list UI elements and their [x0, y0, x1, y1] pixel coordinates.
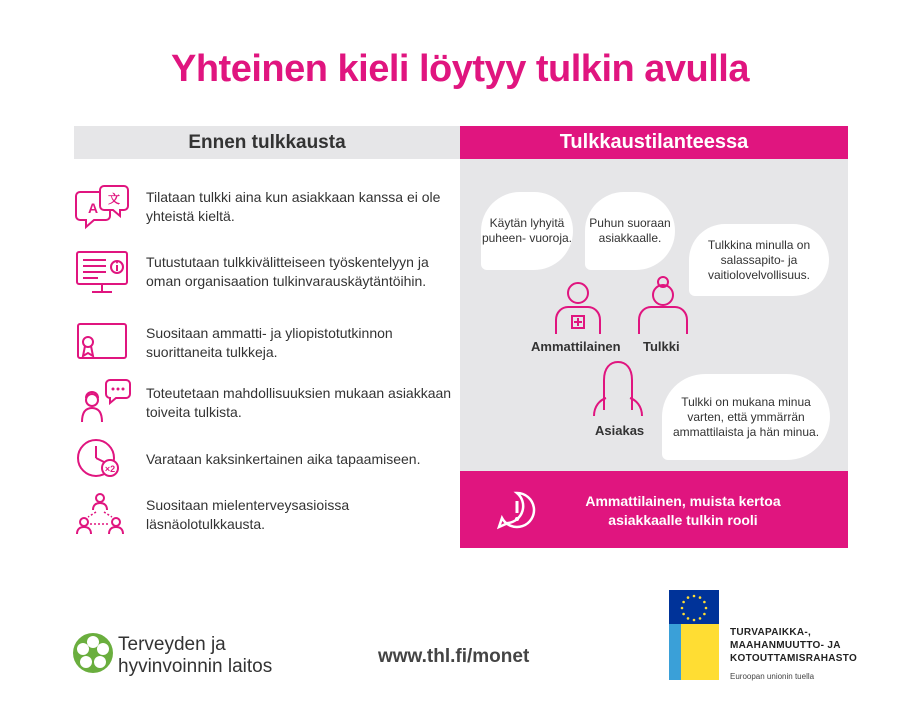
fund-name-line1: TURVAPAIKKA-,	[730, 627, 812, 638]
exclamation-bubble-icon	[497, 490, 537, 530]
professional-person-icon	[550, 280, 610, 336]
left-section-heading: Ennen tulkkausta	[74, 126, 460, 159]
list-item-text: Suositaan mielenterveysasioissa läsnäolotulkkausta.	[146, 497, 350, 532]
list-item	[74, 318, 460, 368]
interpreter-person-icon	[635, 276, 691, 336]
monitor-info-icon	[74, 247, 134, 297]
org-name-line1: Terveyden ja	[118, 634, 226, 655]
list-item-text: Suositaan ammatti- ja yliopistotutkinnon suorittaneita tulkkeja.	[146, 325, 393, 360]
interpreter-label: Tulkki	[643, 339, 680, 354]
client-person-icon	[590, 360, 646, 418]
speech-bubble-short-turns: Käytän lyhyitä puheen- vuoroja.	[481, 192, 573, 270]
clock-x2-icon	[74, 434, 134, 484]
svg-text:文: 文	[107, 192, 121, 206]
certificate-icon	[74, 318, 134, 368]
speech-bubble-confidentiality: Tulkkina minulla on salassapito- ja vaitiolovelvollisuus.	[689, 224, 829, 296]
org-name-line2: hyvinvoinnin laitos	[118, 656, 273, 677]
reminder-text: Ammattilainen, muista kertoa asiakkaalle tulkin rooli	[585, 493, 781, 528]
list-item	[74, 434, 460, 484]
list-item-text: Toteutetaan mahdollisuuksien mukaan asiakkaan toiveita tulkista.	[146, 385, 452, 420]
page-title: Yhteinen kieli löytyy tulkin avulla	[170, 48, 749, 90]
list-item	[74, 182, 460, 232]
fund-name-line3: KOTOUTTAMISRAHASTO	[730, 653, 858, 664]
svg-text:A: A	[87, 200, 99, 216]
right-section-heading: Tulkkaustilanteessa	[460, 126, 848, 159]
svg-text:×2: ×2	[104, 464, 116, 474]
person-chat-icon	[74, 378, 134, 428]
people-network-icon	[74, 490, 134, 540]
translate-icon	[74, 182, 134, 232]
fund-name-line2: MAAHANMUUTTO- JA	[730, 640, 841, 651]
thl-logo-text	[118, 634, 272, 678]
website-link[interactable]: www.thl.fi/monet	[378, 646, 530, 667]
list-item	[74, 247, 460, 297]
list-item-text: Varataan kaksinkertainen aika tapaamiseen.	[146, 450, 421, 467]
thl-logo-icon	[72, 632, 114, 674]
client-label: Asiakas	[595, 423, 645, 438]
fund-name	[730, 626, 857, 665]
professional-label: Ammattilainen	[531, 339, 621, 354]
list-item	[74, 490, 460, 540]
list-item-text: Tilataan tulkki aina kun asiakkaan kanssa ei ole yhteistä kieltä.	[146, 189, 441, 224]
speech-bubble-interpreter-role: Tulkki on mukana minua varten, että ymmärrän ammattilaista ja hän minua.	[662, 374, 830, 460]
list-item	[74, 378, 460, 428]
speech-bubble-speak-directly: Puhun suoraan asiakkaalle.	[585, 192, 675, 270]
list-item-text: Tutustutaan tulkkivälitteiseen työskentelyyn ja oman organisaation tulkinvarauskäytäntöihin.	[146, 254, 429, 289]
eu-amif-logo-icon	[669, 590, 719, 680]
eu-support-text: Euroopan unionin tuella	[730, 672, 815, 681]
